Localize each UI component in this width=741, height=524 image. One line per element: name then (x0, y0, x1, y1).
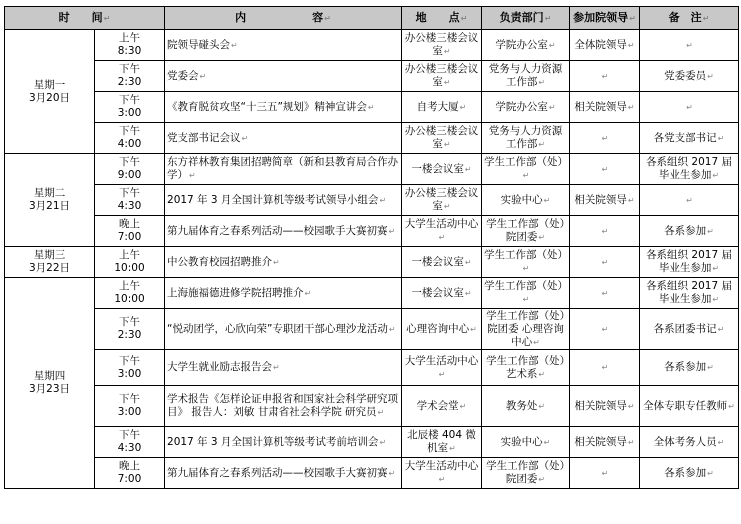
time-period: 下午 (119, 429, 140, 441)
lead-cell (570, 458, 640, 489)
time-clock: 9:00 (117, 169, 142, 181)
note-cell-text: 各系组织 2017 届毕业生参加 (646, 249, 732, 274)
dept-cell (482, 92, 570, 123)
note-cell (640, 123, 739, 154)
time-clock: 4:00 (117, 138, 142, 150)
time-cell (95, 309, 165, 350)
place-cell-text: 办公楼三楼会议室 (404, 32, 479, 57)
paragraph-mark-icon: ↵ (538, 369, 546, 379)
paragraph-mark-icon: ↵ (379, 195, 387, 205)
content-cell-text: 第九届体育之春系列活动——校园歌手大赛初赛 (167, 466, 388, 479)
paragraph-mark-icon: ↵ (538, 78, 546, 87)
paragraph-mark-icon: ↵ (304, 288, 312, 298)
content-cell-text: 东方祥林教育集团招聘简章（新和县教育局合作办学） (167, 156, 399, 181)
time-period: 下午 (119, 125, 140, 137)
lead-cell-text: 全体院领导 (574, 38, 627, 51)
content-cell-text: 院领导碰头会 (167, 38, 231, 51)
time-period: 下午 (119, 393, 140, 405)
content-cell-text: 第九届体育之春系列活动——校园歌手大赛初赛 (167, 224, 388, 237)
paragraph-mark-icon: ↵ (522, 264, 530, 273)
dept-cell (482, 309, 570, 350)
content-cell (165, 309, 402, 350)
time-cell (95, 386, 165, 427)
paragraph-mark-icon: ↵ (601, 324, 609, 334)
place-cell-text: 学术会堂 (416, 399, 459, 412)
place-cell (402, 278, 482, 309)
note-cell (640, 154, 739, 185)
dept-cell (482, 427, 570, 458)
dept-cell-text: 学院办公室 (495, 38, 548, 51)
lead-cell (570, 154, 640, 185)
content-cell (165, 92, 402, 123)
paragraph-mark-icon: ↵ (543, 437, 551, 447)
paragraph-mark-icon: ↵ (538, 140, 546, 149)
time-clock: 2:30 (117, 329, 142, 341)
event-row (5, 386, 739, 427)
paragraph-mark-icon: ↵ (388, 324, 396, 334)
content-cell-text: 上海施福德进修学院招聘推介 (167, 286, 304, 299)
content-cell (165, 458, 402, 489)
note-cell-text: 党委委员 (664, 69, 707, 82)
paragraph-mark-icon: ↵ (717, 324, 725, 334)
content-cell-text: 2017 年 3 月全国计算机等级考试领导小组会 (167, 193, 379, 206)
note-cell-text: 各系团委书记 (653, 322, 717, 335)
note-cell (640, 458, 739, 489)
dept-cell-text: 学生工作部（处）院团委 (486, 218, 565, 243)
event-row (5, 123, 739, 154)
dept-cell (482, 30, 570, 61)
paragraph-mark-icon: ↵ (601, 288, 609, 298)
place-cell (402, 350, 482, 386)
content-cell (165, 123, 402, 154)
day-cell (5, 247, 95, 278)
dept-cell (482, 154, 570, 185)
content-cell (165, 185, 402, 216)
time-cell (95, 216, 165, 247)
day-date: 3月22日 (28, 262, 71, 274)
dept-cell-text: 实验中心 (500, 435, 543, 448)
day-date: 3月23日 (28, 383, 71, 395)
paragraph-mark-icon: ↵ (449, 444, 456, 453)
event-row (5, 309, 739, 350)
time-period: 晚上 (119, 218, 140, 230)
dept-cell-text: 学生工作部（处）艺术系 (486, 354, 565, 380)
place-cell-text: 一楼会议室 (411, 286, 464, 299)
content-cell-text: 党委会 (167, 69, 199, 82)
header-row (5, 7, 739, 30)
dept-cell (482, 61, 570, 92)
content-cell-text: 党支部书记会议 (167, 131, 241, 144)
time-period: 晚上 (119, 460, 140, 472)
paragraph-mark-icon: ↵ (548, 40, 556, 50)
lead-cell (570, 123, 640, 154)
time-clock: 8:30 (117, 45, 142, 57)
time-cell (95, 92, 165, 123)
note-cell (640, 185, 739, 216)
paragraph-mark-icon: ↵ (686, 40, 693, 50)
paragraph-mark-icon: ↵ (538, 475, 546, 484)
content-cell (165, 350, 402, 386)
paragraph-mark-icon: ↵ (728, 401, 735, 411)
note-cell-text: 各系参加 (664, 361, 707, 373)
day-name: 星期三 (33, 249, 66, 261)
lead-cell (570, 92, 640, 123)
content-cell-text: 中公教育校园招聘推介 (167, 255, 273, 268)
dept-cell-text: 学院办公室 (495, 100, 548, 113)
paragraph-mark-icon: ↵ (601, 226, 609, 236)
dept-cell (482, 247, 570, 278)
paragraph-mark-icon: ↵ (438, 369, 446, 379)
place-cell-text: 办公楼三楼会议室 (404, 63, 479, 88)
lead-cell (570, 427, 640, 458)
note-cell-text: 全体专职专任教师 (643, 399, 728, 412)
note-cell-text: 各系参加 (664, 466, 707, 479)
content-cell (165, 216, 402, 247)
paragraph-mark-icon: ↵ (443, 140, 451, 149)
event-row (5, 458, 739, 489)
note-cell-text: 各系组织 2017 届毕业生参加 (646, 156, 732, 181)
paragraph-mark-icon: ↵ (367, 102, 375, 112)
lead-cell (570, 247, 640, 278)
schedule-table (4, 6, 739, 489)
header-note: 备 注↵ (640, 7, 739, 30)
lead-cell-text: 相关院领导 (574, 399, 627, 412)
time-period: 下午 (119, 187, 140, 199)
paragraph-mark-icon: ↵ (189, 171, 196, 180)
place-cell (402, 247, 482, 278)
time-clock: 3:00 (117, 406, 142, 418)
note-cell-text: 各系组织 2017 届毕业生参加 (646, 280, 732, 305)
paragraph-mark-icon: ↵ (443, 47, 451, 56)
dept-cell (482, 350, 570, 386)
day-cell (5, 30, 95, 154)
paragraph-mark-icon: ↵ (627, 437, 635, 447)
content-cell (165, 61, 402, 92)
content-cell-text: “悦动团学，心欣向荣”专职团干部心理沙龙活动 (167, 322, 388, 335)
time-cell (95, 123, 165, 154)
time-cell (95, 458, 165, 489)
paragraph-mark-icon: ↵ (241, 133, 249, 143)
place-cell (402, 30, 482, 61)
day-cell (5, 154, 95, 247)
time-cell (95, 247, 165, 278)
dept-cell (482, 123, 570, 154)
dept-cell-text: 学生工作部（处） (484, 249, 569, 261)
place-cell (402, 309, 482, 350)
dept-cell-text: 教务处 (505, 399, 538, 412)
note-cell (640, 216, 739, 247)
dept-cell (482, 386, 570, 427)
place-cell (402, 185, 482, 216)
time-clock: 4:30 (117, 442, 142, 454)
lead-cell-text: 相关院领导 (574, 193, 627, 206)
header-lead: 参加院领导↵ (570, 7, 640, 30)
place-cell (402, 458, 482, 489)
paragraph-mark-icon: ↵ (717, 133, 725, 143)
paragraph-mark-icon: ↵ (627, 401, 635, 411)
note-cell (640, 350, 739, 386)
lead-cell (570, 61, 640, 92)
place-cell (402, 154, 482, 185)
note-cell (640, 278, 739, 309)
paragraph-mark-icon: ↵ (522, 295, 530, 304)
header-dept: 负责部门↵ (482, 7, 570, 30)
place-cell-text: 北辰楼 404 微机室 (407, 429, 476, 454)
event-row (5, 185, 739, 216)
paragraph-mark-icon: ↵ (538, 401, 546, 411)
lead-cell (570, 30, 640, 61)
paragraph-mark-icon: ↵ (627, 102, 635, 112)
header-time: 时 间↵ (5, 7, 165, 30)
paragraph-mark-icon: ↵ (533, 337, 540, 347)
place-cell (402, 216, 482, 247)
lead-cell (570, 350, 640, 386)
time-clock: 7:00 (117, 231, 142, 243)
paragraph-mark-icon: ↵ (707, 468, 714, 478)
paragraph-mark-icon: ↵ (627, 40, 635, 50)
day-date: 3月20日 (28, 91, 71, 104)
paragraph-mark-icon: ↵ (459, 102, 467, 112)
dept-cell-text: 学生工作部（处）院团委 (486, 460, 565, 485)
paragraph-mark-icon: ↵ (273, 363, 280, 372)
content-cell (165, 154, 402, 185)
time-period: 下午 (119, 316, 140, 328)
paragraph-mark-icon: ↵ (464, 257, 472, 267)
paragraph-mark-icon: ↵ (601, 71, 609, 81)
paragraph-mark-icon: ↵ (686, 195, 693, 205)
place-cell-text: 自考大厦 (416, 100, 459, 113)
time-period: 下午 (119, 354, 140, 367)
note-cell (640, 427, 739, 458)
paragraph-mark-icon: ↵ (601, 133, 609, 143)
lead-cell (570, 278, 640, 309)
time-cell (95, 30, 165, 61)
header-place: 地 点↵ (402, 7, 482, 30)
note-cell (640, 247, 739, 278)
paragraph-mark-icon: ↵ (459, 401, 467, 411)
time-period: 下午 (119, 94, 140, 106)
lead-cell-text: 相关院领导 (574, 435, 627, 448)
note-cell-text: 各党支部书记 (653, 131, 717, 144)
dept-cell-text: 党务与人力资源工作部 (488, 63, 563, 88)
content-cell-text: 学术报告《怎样论证申报省和国家社会科学研究项目》 报告人：刘敏 甘肃省社会科学院 研究员 (167, 393, 399, 418)
note-cell (640, 386, 739, 427)
place-cell-text: 一楼会议室 (411, 255, 464, 268)
note-cell (640, 309, 739, 350)
place-cell (402, 123, 482, 154)
event-row (5, 247, 739, 278)
day-name: 星期一 (33, 78, 66, 91)
paragraph-mark-icon: ↵ (717, 437, 725, 447)
content-cell-text: 2017 年 3 月全国计算机等级考试考前培训会 (167, 435, 379, 448)
schedule-body (5, 30, 739, 489)
paragraph-mark-icon: ↵ (601, 257, 609, 267)
paragraph-mark-icon: ↵ (470, 324, 477, 334)
paragraph-mark-icon: ↵ (601, 363, 609, 372)
time-cell (95, 350, 165, 386)
event-row (5, 92, 739, 123)
paragraph-mark-icon: ↵ (377, 408, 385, 417)
dept-cell-text: 学生工作部（处）院团委 心理咨询中心 (486, 309, 565, 348)
event-row (5, 278, 739, 309)
paragraph-mark-icon: ↵ (543, 195, 551, 205)
time-period: 下午 (119, 156, 140, 168)
paragraph-mark-icon: ↵ (538, 233, 546, 242)
event-row (5, 427, 739, 458)
content-cell-text: 大学生就业励志报告会 (167, 361, 273, 373)
content-cell-text: 《教育脱贫攻坚“十三五”规划》精神宣讲会 (167, 100, 367, 113)
dept-cell-text: 学生工作部（处） (484, 156, 569, 168)
time-period: 上午 (119, 249, 140, 261)
lead-cell (570, 309, 640, 350)
paragraph-mark-icon: ↵ (712, 264, 720, 273)
paragraph-mark-icon: ↵ (686, 102, 693, 112)
paragraph-mark-icon: ↵ (231, 40, 238, 50)
time-period: 下午 (119, 63, 140, 75)
place-cell-text: 大学生活动中心 (404, 354, 479, 367)
place-cell (402, 427, 482, 458)
time-clock: 10:00 (114, 293, 145, 305)
dept-cell (482, 185, 570, 216)
paragraph-mark-icon: ↵ (443, 78, 451, 87)
note-cell-text: 各系参加 (664, 224, 707, 237)
paragraph-mark-icon: ↵ (601, 164, 609, 174)
paragraph-mark-icon: ↵ (712, 171, 720, 180)
place-cell-text: 一楼会议室 (411, 162, 464, 175)
time-cell (95, 427, 165, 458)
place-cell-text: 办公楼三楼会议室 (404, 187, 479, 212)
time-clock: 7:00 (117, 473, 142, 485)
lead-cell (570, 386, 640, 427)
paragraph-mark-icon: ↵ (522, 171, 530, 180)
time-period: 上午 (119, 280, 140, 292)
paragraph-mark-icon: ↵ (388, 468, 396, 478)
note-cell (640, 30, 739, 61)
dept-cell (482, 458, 570, 489)
time-period: 上午 (119, 32, 140, 44)
event-row (5, 350, 739, 386)
place-cell-text: 办公楼三楼会议室 (404, 125, 479, 150)
paragraph-mark-icon: ↵ (464, 164, 472, 174)
paragraph-mark-icon: ↵ (438, 233, 446, 242)
event-row (5, 30, 739, 61)
place-cell-text: 大学生活动中心 (404, 218, 479, 230)
day-cell (5, 278, 95, 489)
day-date: 3月21日 (28, 200, 71, 212)
dept-cell-text: 学生工作部（处） (484, 280, 569, 292)
time-clock: 3:00 (117, 107, 142, 119)
paragraph-mark-icon: ↵ (273, 257, 280, 267)
content-cell (165, 427, 402, 458)
time-cell (95, 278, 165, 309)
time-clock: 3:00 (117, 367, 142, 380)
event-row (5, 61, 739, 92)
content-cell (165, 30, 402, 61)
paragraph-mark-icon: ↵ (438, 475, 446, 484)
paragraph-mark-icon: ↵ (707, 226, 714, 236)
paragraph-mark-icon: ↵ (388, 226, 396, 236)
time-clock: 2:30 (117, 76, 142, 88)
place-cell (402, 92, 482, 123)
paragraph-mark-icon: ↵ (464, 288, 472, 298)
content-cell (165, 386, 402, 427)
note-cell (640, 92, 739, 123)
dept-cell-text: 实验中心 (500, 193, 543, 206)
paragraph-mark-icon: ↵ (199, 71, 207, 81)
dept-cell (482, 278, 570, 309)
day-name: 星期二 (33, 187, 66, 199)
place-cell-text: 大学生活动中心 (404, 460, 479, 472)
content-cell (165, 278, 402, 309)
note-cell (640, 61, 739, 92)
lead-cell (570, 185, 640, 216)
place-cell-text: 心理咨询中心 (406, 322, 470, 335)
paragraph-mark-icon: ↵ (712, 295, 720, 304)
paragraph-mark-icon: ↵ (548, 102, 556, 112)
note-cell-text: 全体考务人员 (653, 435, 717, 448)
header-content: 内 容↵ (165, 7, 402, 30)
paragraph-mark-icon: ↵ (379, 437, 387, 447)
paragraph-mark-icon: ↵ (601, 468, 609, 478)
place-cell (402, 386, 482, 427)
time-cell (95, 185, 165, 216)
time-cell (95, 61, 165, 92)
time-clock: 4:30 (117, 200, 142, 212)
lead-cell-text: 相关院领导 (574, 100, 627, 113)
content-cell (165, 247, 402, 278)
dept-cell (482, 216, 570, 247)
place-cell (402, 61, 482, 92)
event-row (5, 154, 739, 185)
paragraph-mark-icon: ↵ (707, 71, 714, 81)
event-row (5, 216, 739, 247)
dept-cell-text: 党务与人力资源工作部 (488, 125, 563, 150)
paragraph-mark-icon: ↵ (627, 195, 635, 205)
paragraph-mark-icon: ↵ (707, 363, 714, 372)
time-clock: 10:00 (114, 262, 145, 274)
day-name: 星期四 (33, 370, 66, 382)
time-cell (95, 154, 165, 185)
paragraph-mark-icon: ↵ (443, 202, 451, 211)
lead-cell (570, 216, 640, 247)
